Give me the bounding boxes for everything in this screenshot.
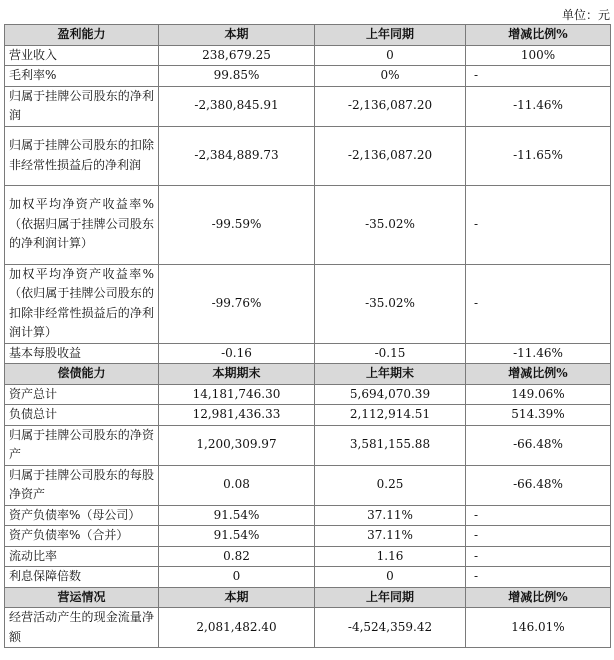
table-row [5, 264, 611, 343]
current-period-value: 2,081,482.40 [159, 608, 315, 648]
row-label: 加权平均净资产收益率%（依据归属于挂牌公司股东的净利润计算） [5, 185, 159, 264]
row-label: 归属于挂牌公司股东的扣除非经常性损益后的净利润 [5, 126, 159, 185]
row-label: 负债总计 [5, 405, 159, 426]
table-row [5, 45, 611, 66]
column-header: 本期期末 [159, 364, 315, 385]
column-header: 本期 [159, 25, 315, 46]
section-header-row [5, 364, 611, 385]
change-ratio-value: 149.06% [466, 384, 611, 405]
section-header-row [5, 587, 611, 608]
change-ratio-value: - [466, 567, 611, 588]
current-period-value: -2,380,845.91 [159, 86, 315, 126]
column-header: 增减比例% [466, 587, 611, 608]
row-label: 利息保障倍数 [5, 567, 159, 588]
prior-period-value: -2,136,087.20 [315, 126, 466, 185]
row-label: 经营活动产生的现金流量净额 [5, 608, 159, 648]
current-period-value: 91.54% [159, 526, 315, 547]
column-header: 盈利能力 [5, 25, 159, 46]
column-header: 营运情况 [5, 587, 159, 608]
prior-period-value: 1.16 [315, 546, 466, 567]
current-period-value: 238,679.25 [159, 45, 315, 66]
row-label: 归属于挂牌公司股东的每股净资产 [5, 465, 159, 505]
change-ratio-value: -11.46% [466, 343, 611, 364]
change-ratio-value: - [466, 66, 611, 87]
prior-period-value: -2,136,087.20 [315, 86, 466, 126]
table-row [5, 126, 611, 185]
change-ratio-value: -66.48% [466, 465, 611, 505]
row-label: 资产总计 [5, 384, 159, 405]
prior-period-value: -35.02% [315, 264, 466, 343]
table-row [5, 608, 611, 648]
change-ratio-value: - [466, 185, 611, 264]
table-row [5, 505, 611, 526]
column-header: 上年同期 [315, 25, 466, 46]
current-period-value: -99.76% [159, 264, 315, 343]
table-row [5, 567, 611, 588]
row-label: 基本每股收益 [5, 343, 159, 364]
current-period-value: 99.85% [159, 66, 315, 87]
row-label: 资产负债率%（合并） [5, 526, 159, 547]
change-ratio-value: -11.46% [466, 86, 611, 126]
row-label: 归属于挂牌公司股东的净资产 [5, 425, 159, 465]
current-period-value: 91.54% [159, 505, 315, 526]
column-header: 本期 [159, 587, 315, 608]
change-ratio-value: - [466, 526, 611, 547]
column-header: 增减比例% [466, 25, 611, 46]
change-ratio-value: - [466, 546, 611, 567]
current-period-value: 0.08 [159, 465, 315, 505]
row-label: 归属于挂牌公司股东的净利润 [5, 86, 159, 126]
column-header: 增减比例% [466, 364, 611, 385]
table-row [5, 405, 611, 426]
table-row [5, 465, 611, 505]
current-period-value: 0.82 [159, 546, 315, 567]
row-label: 毛利率% [5, 66, 159, 87]
table-row [5, 185, 611, 264]
prior-period-value: 0% [315, 66, 466, 87]
prior-period-value: 2,112,914.51 [315, 405, 466, 426]
change-ratio-value: 146.01% [466, 608, 611, 648]
prior-period-value: 37.11% [315, 505, 466, 526]
change-ratio-value: - [466, 505, 611, 526]
row-label: 营业收入 [5, 45, 159, 66]
change-ratio-value: 100% [466, 45, 611, 66]
column-header: 上年期末 [315, 364, 466, 385]
prior-period-value: 37.11% [315, 526, 466, 547]
change-ratio-value: - [466, 264, 611, 343]
change-ratio-value: -66.48% [466, 425, 611, 465]
financial-indicators-table [4, 24, 611, 648]
row-label: 资产负债率%（母公司） [5, 505, 159, 526]
prior-period-value: -35.02% [315, 185, 466, 264]
prior-period-value: 0 [315, 567, 466, 588]
current-period-value: 14,181,746.30 [159, 384, 315, 405]
current-period-value: -99.59% [159, 185, 315, 264]
table-row [5, 343, 611, 364]
table-row [5, 546, 611, 567]
current-period-value: -2,384,889.73 [159, 126, 315, 185]
row-label: 加权平均净资产收益率%（依归属于挂牌公司股东的扣除非经常性损益后的净利润计算） [5, 264, 159, 343]
table-row [5, 66, 611, 87]
prior-period-value: 0.25 [315, 465, 466, 505]
prior-period-value: 5,694,070.39 [315, 384, 466, 405]
table-row [5, 86, 611, 126]
table-row [5, 526, 611, 547]
current-period-value: 0 [159, 567, 315, 588]
table-row [5, 425, 611, 465]
current-period-value: 1,200,309.97 [159, 425, 315, 465]
prior-period-value: -4,524,359.42 [315, 608, 466, 648]
column-header: 偿债能力 [5, 364, 159, 385]
change-ratio-value: 514.39% [466, 405, 611, 426]
section-header-row [5, 25, 611, 46]
prior-period-value: 3,581,155.88 [315, 425, 466, 465]
current-period-value: 12,981,436.33 [159, 405, 315, 426]
column-header: 上年同期 [315, 587, 466, 608]
prior-period-value: 0 [315, 45, 466, 66]
unit-label: 单位：元 [561, 8, 610, 22]
prior-period-value: -0.15 [315, 343, 466, 364]
change-ratio-value: -11.65% [466, 126, 611, 185]
current-period-value: -0.16 [159, 343, 315, 364]
row-label: 流动比率 [5, 546, 159, 567]
table-row [5, 384, 611, 405]
